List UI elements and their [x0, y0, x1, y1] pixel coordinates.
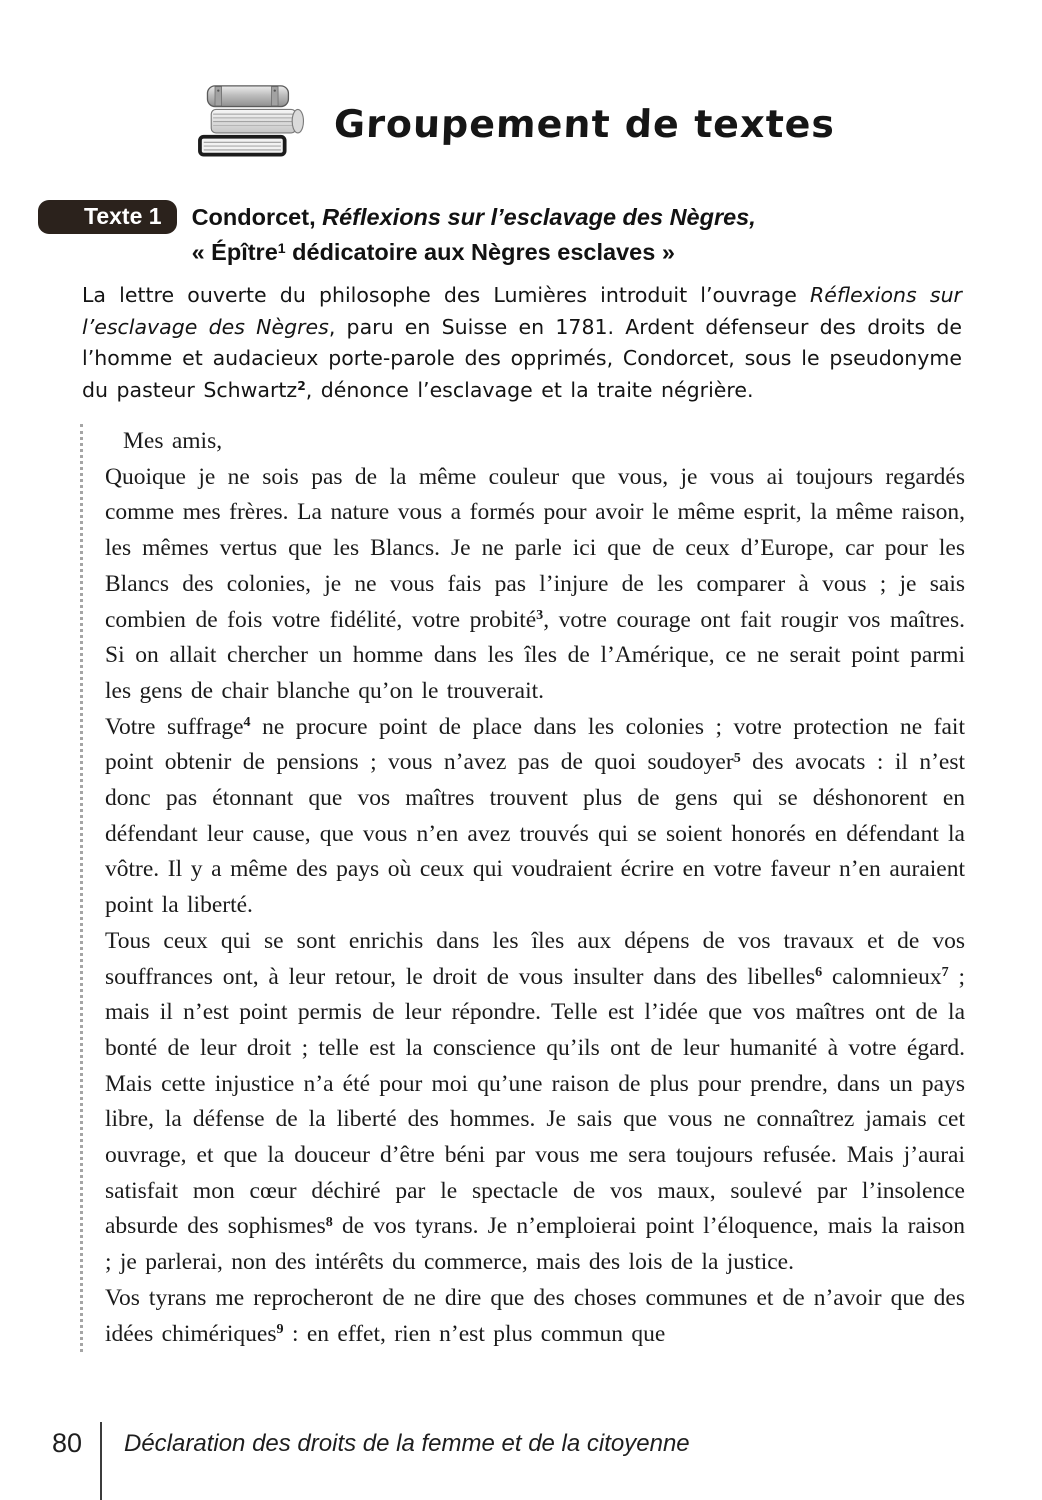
- intro-paragraph: La lettre ouverte du philosophe des Lumières introduit l’ouvrage Réflexions sur l’esclavage des Nègres, paru en Suisse en 1781. Ardent défenseur des droits de l’homme et audacieux porte-parole des opprimés, Condorcet, sous le pseudonyme du pasteur Schwartz$^2$, dénonce l’esclavage et la traite négrière.: [82, 283, 962, 402]
- letter-paragraph: Quoique je ne sois pas de la même couleur que vous, je vous ai toujours regardés comme mes frères. La nature vous a formés pour avoir le même esprit, la même raison, les mêmes vertus que les Blancs. Je ne parle ici que de ceux d’Europe, car pour les Blancs des colonies, je ne vous fais pas l’injure de les comparer à vous ; je sais combien de fois votre fidélité, votre probité$^3$, votre courage ont fait rougir vos maîtres. Si on allait chercher un homme dans les îles de l’Amérique, ce ne serait point parmi les gens de chair blanche qu’on le trouverait.: [105, 463, 965, 704]
- book-title: Déclaration des droits de la femme et de la citoyenne: [124, 1430, 690, 1457]
- books-stack-icon: [196, 84, 314, 164]
- texte1-badge: Texte 1: [38, 200, 177, 234]
- texte1-heading: [38, 200, 1002, 270]
- letter-body: [80, 424, 965, 1352]
- page-number: 80: [52, 1428, 83, 1458]
- footer-divider: [100, 1422, 102, 1500]
- letter-paragraph: Tous ceux qui se sont enrichis dans les îles aux dépens de vos travaux et de vos souffrances ont, à leur retour, le droit de vous insulter dans des libelles$^6$ calomnieux$^7$ ; mais il n’est point permis de leur répondre. Telle est l’idée que vos maîtres ont de la bonté de leur droit ; telle est la conscience qu’ils ont de leur humanité à votre égard. Mais cette injustice n’a été pour moi qu’une raison de plus pour prendre, dans un pays libre, la défense de la liberté des hommes. Je sais que vous ne connaîtrez jamais cet ouvrage, et que la douceur d’être béni par vous me sera toujours refusée. Mais j’aurai satisfait mon cœur déchiré par le spectacle de vos maux, soulevé par l’insolence absurde des sophismes$^8$ de vos tyrans. Je n’emploierai point l’éloquence, mais la raison ; je parlerai, non des intérêts du commerce, mais des lois de la justice.: [105, 927, 965, 1276]
- texte1-title: Condorcet, Réflexions sur l’esclavage des Nègres,: [191, 204, 756, 230]
- page-footer: [0, 1418, 1042, 1500]
- texte1-titles: [192, 200, 756, 270]
- section-title: Groupement de textes: [333, 102, 836, 146]
- texte1-subtitle: « Épître$^1$ dédicatoire aux Nègres esclaves »: [191, 239, 675, 265]
- letter-salutation: Mes amis,: [123, 428, 223, 454]
- section-header: [196, 84, 835, 164]
- letter-paragraph: Votre suffrage$^4$ ne procure point de place dans les colonies ; votre protection ne fait point obtenir de pensions ; vous n’avez pas de quoi soudoyer$^5$ des avocats : il n’est donc pas étonnant que vos maîtres trouvent plus de gens qui se déshonorent en défendant leur cause, que vous n’en avez trouvés qui se soient honorés en défendant la vôtre. Il y a même des pays où ceux qui voudraient écrire en votre faveur n’en auraient point la liberté.: [105, 713, 965, 919]
- letter-paragraph: Vos tyrans me reprocheront de ne dire que des choses communes et de n’avoir que des idées chimériques$^9$ : en effet, rien n’est plus commun que: [105, 1284, 965, 1347]
